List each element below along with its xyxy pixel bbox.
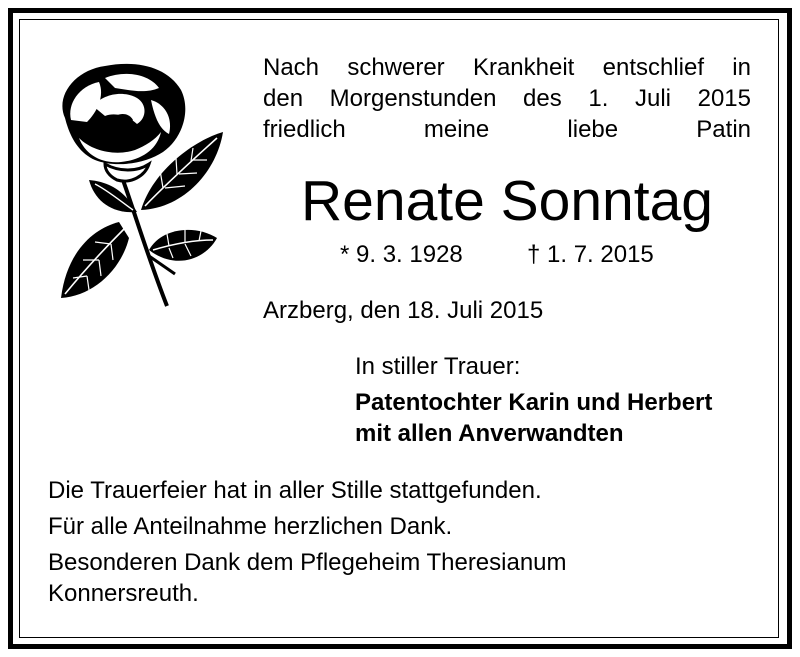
note-line: Besonderen Dank dem Pflegeheim Theresianum <box>48 549 567 576</box>
note-line: Konnersreuth. <box>48 580 199 607</box>
birth-date: * 9. 3. 1928 <box>340 241 463 268</box>
note-line: Für alle Anteilnahme herzlichen Dank. <box>48 513 453 540</box>
note-line: Die Trauerfeier hat in aller Stille stattgefunden. <box>48 477 542 504</box>
mourner-line: mit allen Anverwandten <box>355 420 624 447</box>
intro-line: Nach schwerer Krankheit entschlief in <box>263 54 751 81</box>
intro-text <box>263 52 751 145</box>
mourners <box>355 387 712 449</box>
mourner-line: Patentochter Karin und Herbert <box>355 389 713 416</box>
intro-line: den Morgenstunden des 1. Juli 2015 <box>263 85 751 112</box>
death-date: † 1. 7. 2015 <box>527 241 654 268</box>
deceased-name: Renate Sonntag <box>301 169 713 233</box>
rose-icon <box>45 60 230 315</box>
closing-notes <box>48 475 567 614</box>
mourning-label: In stiller Trauer: <box>355 353 521 380</box>
place-date: Arzberg, den 18. Juli 2015 <box>263 297 544 324</box>
intro-line: friedlich meine liebe Patin <box>263 116 751 143</box>
